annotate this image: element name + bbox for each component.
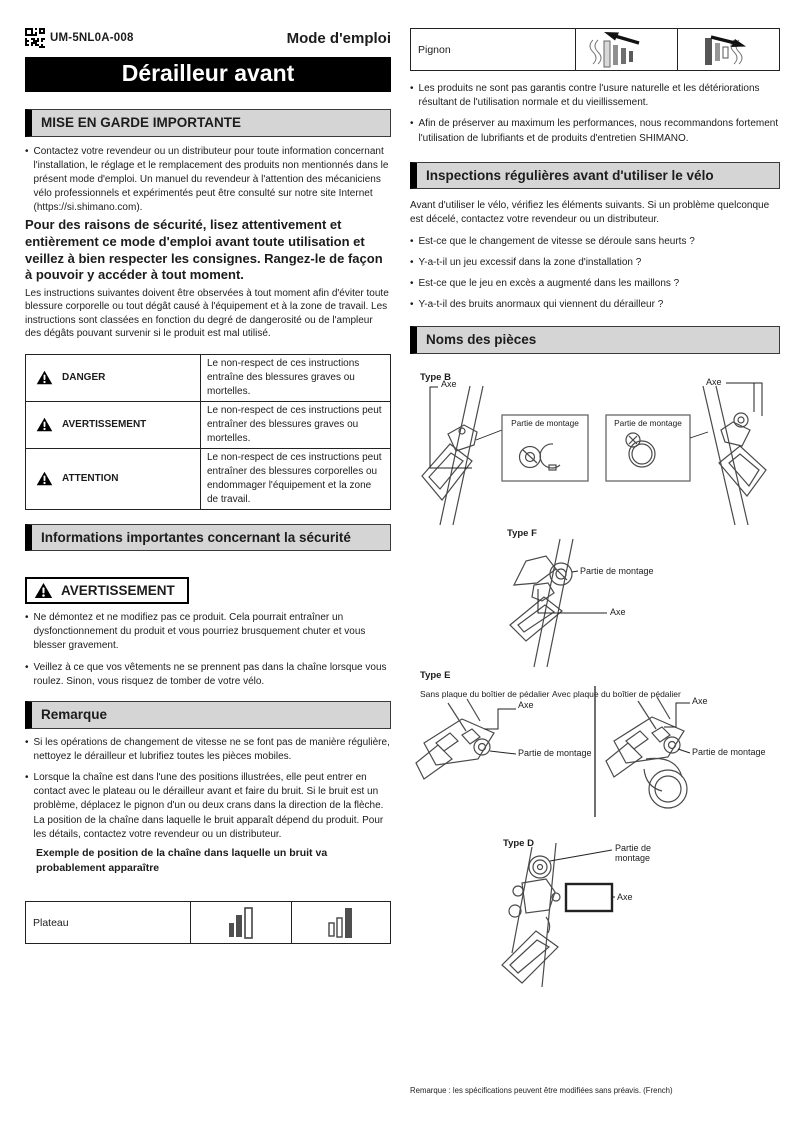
footer-note: Remarque : les spécifications peuvent être modifiées sans préavis. (French) xyxy=(410,1086,673,1095)
warning-box-wrap xyxy=(25,577,391,604)
mise-en-garde-body xyxy=(25,145,391,216)
warranty-bullets xyxy=(410,82,780,146)
section-heading-part-names: Noms des pièces xyxy=(410,326,780,354)
axe-label: Axe xyxy=(706,376,722,387)
remarque-bullet: • Si les opérations de changement de vitesse ne se font pas de manière régulière, nettoyez le dérailleur et lubrifiez toutes les pièces mobiles. xyxy=(25,736,391,764)
inspection-item: • Est-ce que le changement de vitesse se déroule sans heurts ? xyxy=(410,235,780,249)
left-column xyxy=(25,28,391,944)
notice-bullet-text: Contactez votre revendeur ou un distributeur pour toute information concernant l'installation, le réglage et le remplacement des produits non mentionnés dans le présent mode d'emploi. Un manuel du revendeur à l'attention des mécaniciens vélo professionnels et expérimentés peut être consulté sur notre site Internet (https://si.shimano.com). xyxy=(33,145,389,214)
notice-bullet xyxy=(25,145,391,216)
chainring-diagram-cell xyxy=(292,902,392,943)
remarque-bullet-text: Si les opérations de changement de vitesse ne se font pas de manière régulière, nettoyez le dérailleur et lubrifiez toutes les pièces mobiles. xyxy=(33,736,390,762)
safety-bullet: • Ne démontez et ne modifiez pas ce produit. Cela pourrait entraîner un dysfonctionnement du produit et vous pourriez brusquement chuter et vous blesser gravement. xyxy=(25,611,391,654)
axe-label: Axe xyxy=(617,891,633,902)
attention-label: ATTENTION xyxy=(62,472,119,484)
noise-example-note: Exemple de position de la chaîne dans laquelle un bruit va probablement apparaître xyxy=(36,846,328,874)
figure-type-e xyxy=(410,669,780,837)
figure-type-b xyxy=(410,370,780,527)
chainring-table xyxy=(25,901,391,944)
chainring-table-label: Plateau xyxy=(26,902,191,943)
table-row xyxy=(26,354,391,401)
inspection-item: • Est-ce que le jeu en excès a augmenté dans les maillons ? xyxy=(410,277,780,291)
figure-type-d xyxy=(410,837,780,989)
inspection-item: • Y-a-t-il un jeu excessif dans la zone d'installation ? xyxy=(410,256,780,270)
warning-box-label: AVERTISSEMENT xyxy=(61,583,175,599)
mount-label: Partie de montage xyxy=(614,417,682,428)
qr-code-icon xyxy=(25,28,45,48)
sprocket-diagram-cell xyxy=(576,29,678,70)
axe-label: Axe xyxy=(518,699,534,710)
inspections-intro: Avant d'utiliser le vélo, vérifiez les éléments suivants. Si un problème quelconque est décelé, contactez votre revendeur ou un distributeur. xyxy=(410,200,770,226)
section-heading-inspections: Inspections régulières avant d'utiliser le vélo xyxy=(410,162,780,190)
avertissement-text: Le non-respect de ces instructions peut entraîner des blessures graves ou mortelles. xyxy=(201,401,391,448)
warning-icon xyxy=(36,370,53,385)
warning-icon xyxy=(36,471,53,486)
inspections-body xyxy=(410,199,780,312)
inspection-item-text: Y-a-t-il des bruits anormaux qui viennent du dérailleur ? xyxy=(418,299,664,311)
warning-box xyxy=(25,577,189,604)
avertissement-label: AVERTISSEMENT xyxy=(62,418,147,430)
axe-label: Axe xyxy=(692,695,708,706)
page-title: Dérailleur avant xyxy=(25,57,391,92)
attention-text: Le non-respect de ces instructions peut entraîner des blessures corporelles ou endommager l'équipement et la zone de travail. xyxy=(201,448,391,509)
inspection-item-text: Y-a-t-il un jeu excessif dans la zone d'installation ? xyxy=(418,256,642,268)
safety-lead-paragraph: Pour des raisons de sécurité, lisez attentivement et entièrement ce mode d'emploi avant toute utilisation et veillez à bien respecter les consignes. Rangez-le de façon à pouvoir y accéder à tout moment. xyxy=(25,217,383,283)
warning-icon xyxy=(36,417,53,432)
section-heading-mise-en-garde: MISE EN GARDE IMPORTANTE xyxy=(25,109,391,137)
warranty-bullet-text: Afin de préserver au maximum les performances, nous recommandons fortement l'utilisation de lubrifiants et de produits d'entretien SHIMANO. xyxy=(418,118,779,144)
part-name-figures xyxy=(410,370,780,992)
inspection-item-text: Est-ce que le changement de vitesse se déroule sans heurts ? xyxy=(418,235,695,247)
chainring-position-1-diagram xyxy=(191,903,291,943)
warranty-bullet-text: Les produits ne sont pas garantis contre l'usure naturelle et les détériorations résultant de l'utilisation normale et du vieillissement. xyxy=(418,83,760,109)
warranty-bullet: • Afin de préserver au maximum les performances, nous recommandons fortement l'utilisation de lubrifiants et de produits d'entretien SHIMANO. xyxy=(410,117,780,145)
table-row xyxy=(26,448,391,509)
mount-label: Partie de montage xyxy=(518,747,592,758)
mount-label: Partie de montage xyxy=(692,746,766,757)
sprocket-shift-left-diagram xyxy=(577,30,677,70)
table-row xyxy=(26,401,391,448)
inspection-item-text: Est-ce que le jeu en excès a augmenté dans les maillons ? xyxy=(418,278,680,290)
variant-caption: Avec plaque du boîtier de pédalier xyxy=(552,688,681,699)
bullet-dot: • xyxy=(25,145,29,157)
safety-bullets xyxy=(25,611,391,689)
warranty-bullet: • Les produits ne sont pas garantis contre l'usure naturelle et les détériorations résultant de l'utilisation normale et du vieillissement. xyxy=(410,82,780,110)
warning-icon xyxy=(34,582,53,599)
doc-type: Mode d'emploi xyxy=(286,29,391,47)
sprocket-shift-right-diagram xyxy=(679,30,779,70)
inspection-item: • Y-a-t-il des bruits anormaux qui viennent du dérailleur ? xyxy=(410,298,780,312)
variant-caption: Sans plaque du boîtier de pédalier xyxy=(420,688,550,699)
type-b-diagram xyxy=(410,370,780,527)
type-f-diagram xyxy=(410,527,780,669)
remarque-bullets xyxy=(25,736,391,876)
remarque-bullet-text: Lorsque la chaîne est dans l'une des positions illustrées, elle peut entrer en contact avec le plateau ou le dérailleur avant et faire du bruit. Si le bruit est un problème, déplacez le pignon d'un ou deux crans dans la direction de la flèche. La position de la chaîne dans laquelle le bruit apparaît dépend du produit. Pour les détails, contactez votre revendeur ou un distributeur. xyxy=(33,771,384,840)
section-heading-remarque: Remarque xyxy=(25,701,391,729)
figure-caption: Type E xyxy=(420,669,451,681)
chainring-position-2-diagram xyxy=(292,903,392,943)
type-d-diagram xyxy=(410,837,780,989)
figure-caption: Type F xyxy=(507,527,537,539)
figure-caption: Type D xyxy=(503,837,534,849)
mount-label: Partie de montage xyxy=(580,565,654,576)
document-header xyxy=(25,28,391,48)
sprocket-table xyxy=(410,28,780,71)
chainring-diagram-cell xyxy=(191,902,292,943)
sprocket-diagram-cell xyxy=(678,29,779,70)
safety-bullet-text: Veillez à ce que vos vêtements ne se prennent pas dans la chaîne lorsque vous roulez. Sinon, vous risquez de tomber de votre vélo. xyxy=(33,661,387,687)
remarque-bullet: • Lorsque la chaîne est dans l'une des positions illustrées, elle peut entrer en contact avec le plateau ou le dérailleur avant et faire du bruit. Si le bruit est un problème, déplacez le pignon d'un ou deux crans dans la direction de la flèche. La position de la chaîne dans laquelle le bruit apparaît dépend du produit. Pour les détails, contactez votre revendeur ou un distributeur. xyxy=(25,771,391,842)
danger-text: Le non-respect de ces instructions entraîne des blessures graves ou mortelles. xyxy=(201,354,391,401)
axe-label: Axe xyxy=(441,378,457,389)
right-column xyxy=(410,28,780,992)
doc-number: UM-5NL0A-008 xyxy=(50,32,134,44)
danger-label: DANGER xyxy=(62,371,106,383)
safety-bullet-text: Ne démontez et ne modifiez pas ce produit. Cela pourrait entraîner un dysfonctionnement du produit et vous pourriez brusquement chuter et vous blesser gravement. xyxy=(33,612,366,652)
figure-type-f xyxy=(410,527,780,669)
warning-classification-table xyxy=(25,354,391,510)
section-heading-safety-info: Informations importantes concernant la sécurité xyxy=(25,524,391,552)
mount-label: Partie de montage xyxy=(511,417,579,428)
mount-label: Partie de montage xyxy=(615,842,652,863)
sprocket-table-label: Pignon xyxy=(411,29,576,70)
figure-caption: Type B xyxy=(420,371,451,383)
safety-bullet: • Veillez à ce que vos vêtements ne se prennent pas dans la chaîne lorsque vous roulez. Sinon, vous risquez de tomber de votre vélo. xyxy=(25,661,391,689)
classification-paragraph: Les instructions suivantes doivent être observées à tout moment afin d'éviter toute blessure corporelle ou tout dégât causé à l'équipement et à la zone de travail. Les instructions sont classées en fonction du degré de dangerosité ou de l'ampleur des dégâts pouvant survenir si le produit est mal utilisé. xyxy=(25,287,389,340)
axe-label: Axe xyxy=(610,606,626,617)
